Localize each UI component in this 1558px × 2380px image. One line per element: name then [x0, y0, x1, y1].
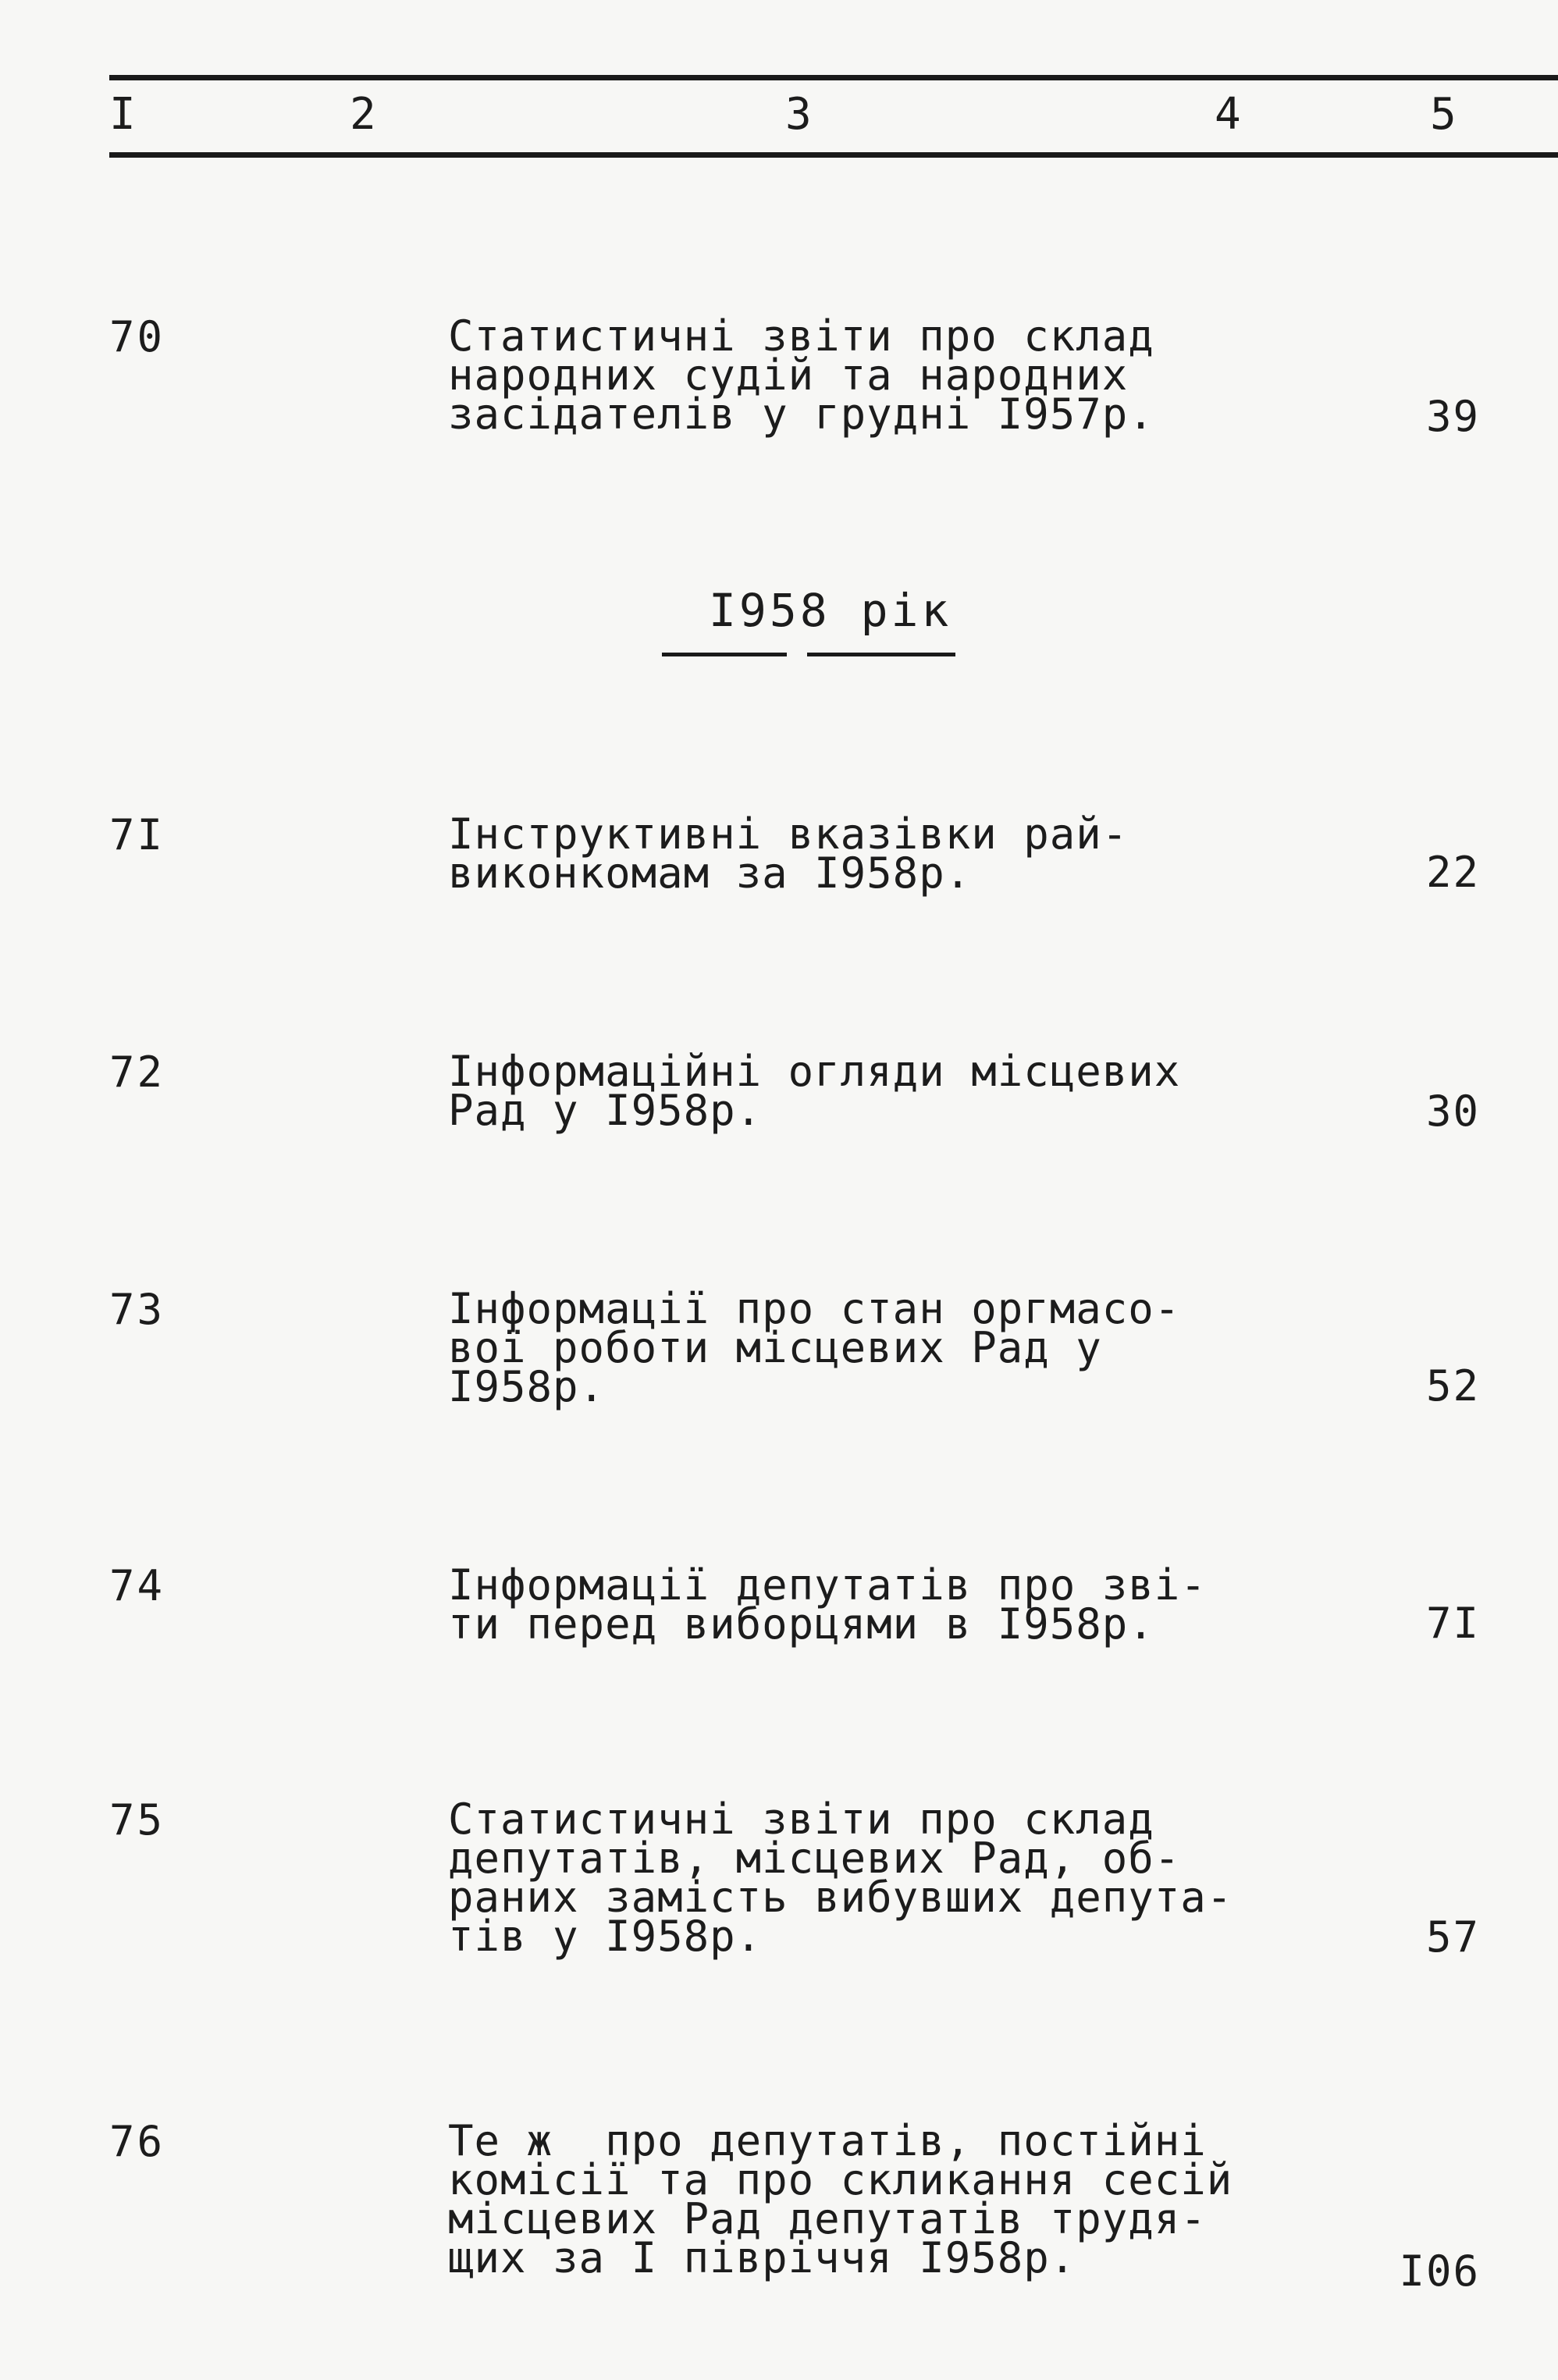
entry-title: Статистичні звіти про склад народних судій та народних засідателів у грудні I957р.: [448, 311, 1154, 439]
entry-number: 76: [109, 2117, 165, 2166]
entry-sheet-count: 57: [1425, 1912, 1480, 1962]
entry-sheet-count: I06: [1399, 2247, 1480, 2296]
entry-number: 7I: [109, 810, 165, 859]
entry-title: Інформаційні огляди місцевих Рад у I958р.: [448, 1047, 1181, 1135]
heading-underline: [807, 653, 955, 656]
entry-title: Те ж про депутатів, постійні комісії та про скликання сесій місцевих Рад депутатів трудя- щих за I півріччя I958р.: [448, 2116, 1233, 2282]
entry-sheet-count: 22: [1425, 848, 1480, 897]
entry-title: Статистичні звіти про склад депутатів, місцевих Рад, об- раних замість вибувших депута- тів у I958р.: [448, 1795, 1233, 1961]
entry-title: Інформації депутатів про зві- ти перед виборцями в I958р.: [448, 1560, 1207, 1649]
entry-sheet-count: 52: [1425, 1361, 1480, 1411]
column-header-5: 5: [1430, 89, 1458, 140]
entry-number: 72: [109, 1048, 165, 1097]
entry-sheet-count: 7I: [1425, 1599, 1480, 1648]
entry-title: Інформації про стан оргмасо- вої роботи місцевих Рад у I958р.: [448, 1284, 1181, 1411]
entry-number: 73: [109, 1285, 165, 1334]
entry-number: 75: [109, 1795, 165, 1845]
table-header-bottom-rule: [109, 152, 1558, 158]
column-header-2: 2: [350, 89, 378, 140]
entry-number: 70: [109, 312, 165, 361]
entry-sheet-count: 30: [1425, 1087, 1480, 1136]
column-header-1: I: [109, 89, 137, 140]
entry-number: 74: [109, 1561, 165, 1610]
column-header-3: 3: [785, 89, 813, 140]
column-header-4: 4: [1215, 89, 1243, 140]
table-header-top-rule: [109, 75, 1558, 80]
heading-underline: [662, 653, 787, 656]
entry-sheet-count: 39: [1425, 392, 1480, 441]
section-year-heading: I958 рік: [709, 584, 952, 637]
entry-title: Інструктивні вказівки рай- виконкомам за I958р.: [448, 809, 1129, 898]
